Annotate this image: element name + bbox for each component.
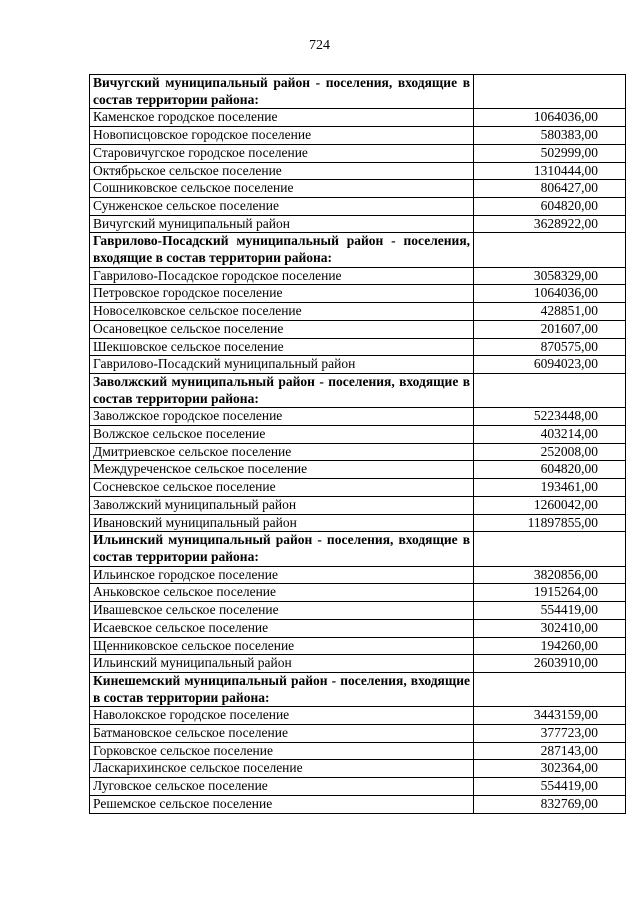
district-name-cell: Заволжский муниципальный район - поселения, входящие в состав территории района:	[90, 373, 474, 407]
table-row	[90, 514, 626, 532]
table-row	[90, 742, 626, 760]
amount-cell	[474, 75, 626, 109]
amount-cell: 6094023,00	[474, 356, 626, 374]
amount-cell: 252008,00	[474, 443, 626, 461]
settlement-name-cell: Гаврилово-Посадский муниципальный район	[90, 356, 474, 374]
amount-cell: 193461,00	[474, 479, 626, 497]
settlement-name-cell: Исаевское сельское поселение	[90, 619, 474, 637]
district-name-cell: Вичугский муниципальный район - поселения, входящие в состав территории района:	[90, 75, 474, 109]
amount-cell: 1915264,00	[474, 584, 626, 602]
amount-cell: 287143,00	[474, 742, 626, 760]
amount-cell: 3058329,00	[474, 267, 626, 285]
table-row	[90, 180, 626, 198]
table-row	[90, 655, 626, 673]
settlement-name-cell: Ивашевское сельское поселение	[90, 602, 474, 620]
budget-table	[89, 74, 626, 814]
settlement-name-cell: Заволжское городское поселение	[90, 408, 474, 426]
amount-cell: 2603910,00	[474, 655, 626, 673]
district-header-row	[90, 233, 626, 267]
amount-cell: 428851,00	[474, 303, 626, 321]
settlement-name-cell: Батмановское сельское поселение	[90, 725, 474, 743]
settlement-name-cell: Шекшовское сельское поселение	[90, 338, 474, 356]
amount-cell: 302410,00	[474, 619, 626, 637]
settlement-name-cell: Заволжский муниципальный район	[90, 496, 474, 514]
table-row	[90, 356, 626, 374]
settlement-name-cell: Вичугский муниципальный район	[90, 215, 474, 233]
district-header-row	[90, 672, 626, 706]
amount-cell	[474, 672, 626, 706]
table-row	[90, 109, 626, 127]
settlement-name-cell: Ласкарихинское сельское поселение	[90, 760, 474, 778]
amount-cell: 1064036,00	[474, 285, 626, 303]
settlement-name-cell: Ивановский муниципальный район	[90, 514, 474, 532]
table-row	[90, 320, 626, 338]
table-row	[90, 461, 626, 479]
settlement-name-cell: Ильинский муниципальный район	[90, 655, 474, 673]
table-row	[90, 426, 626, 444]
amount-cell: 554419,00	[474, 602, 626, 620]
settlement-name-cell: Волжское сельское поселение	[90, 426, 474, 444]
settlement-name-cell: Ильинское городское поселение	[90, 566, 474, 584]
amount-cell	[474, 373, 626, 407]
table-row	[90, 795, 626, 813]
amount-cell	[474, 233, 626, 267]
amount-cell: 5223448,00	[474, 408, 626, 426]
amount-cell: 1064036,00	[474, 109, 626, 127]
table-row	[90, 215, 626, 233]
settlement-name-cell: Гаврилово-Посадское городское поселение	[90, 267, 474, 285]
settlement-name-cell: Сунженское сельское поселение	[90, 197, 474, 215]
table-row	[90, 197, 626, 215]
table-row	[90, 637, 626, 655]
settlement-name-cell: Сосневское сельское поселение	[90, 479, 474, 497]
settlement-name-cell: Октябрьское сельское поселение	[90, 162, 474, 180]
table-row	[90, 303, 626, 321]
amount-cell: 1260042,00	[474, 496, 626, 514]
table-row	[90, 267, 626, 285]
amount-cell: 806427,00	[474, 180, 626, 198]
settlement-name-cell: Междуреченское сельское поселение	[90, 461, 474, 479]
amount-cell: 554419,00	[474, 778, 626, 796]
settlement-name-cell: Решемское сельское поселение	[90, 795, 474, 813]
settlement-name-cell: Аньковское сельское поселение	[90, 584, 474, 602]
settlement-name-cell: Наволокское городское поселение	[90, 707, 474, 725]
amount-cell: 3443159,00	[474, 707, 626, 725]
table-row	[90, 725, 626, 743]
amount-cell: 403214,00	[474, 426, 626, 444]
settlement-name-cell: Горковское сельское поселение	[90, 742, 474, 760]
district-name-cell: Гаврилово-Посадский муниципальный район - поселения, входящие в состав территории района:	[90, 233, 474, 267]
amount-cell: 194260,00	[474, 637, 626, 655]
table-row	[90, 285, 626, 303]
amount-cell: 201607,00	[474, 320, 626, 338]
table-row	[90, 707, 626, 725]
amount-cell: 11897855,00	[474, 514, 626, 532]
amount-cell: 3820856,00	[474, 566, 626, 584]
amount-cell: 3628922,00	[474, 215, 626, 233]
table-row	[90, 602, 626, 620]
table-row	[90, 408, 626, 426]
table-row	[90, 443, 626, 461]
settlement-name-cell: Новописцовское городское поселение	[90, 127, 474, 145]
amount-cell: 870575,00	[474, 338, 626, 356]
amount-cell	[474, 532, 626, 566]
amount-cell: 502999,00	[474, 144, 626, 162]
table-body	[90, 75, 626, 814]
table-row	[90, 338, 626, 356]
amount-cell: 832769,00	[474, 795, 626, 813]
settlement-name-cell: Дмитриевское сельское поселение	[90, 443, 474, 461]
table-row	[90, 619, 626, 637]
amount-cell: 302364,00	[474, 760, 626, 778]
district-name-cell: Кинешемский муниципальный район - поселения, входящие в состав территории района:	[90, 672, 474, 706]
settlement-name-cell: Луговское сельское поселение	[90, 778, 474, 796]
table-row	[90, 760, 626, 778]
table-row	[90, 496, 626, 514]
district-header-row	[90, 75, 626, 109]
amount-cell: 1310444,00	[474, 162, 626, 180]
district-header-row	[90, 373, 626, 407]
settlement-name-cell: Каменское городское поселение	[90, 109, 474, 127]
settlement-name-cell: Сошниковское сельское поселение	[90, 180, 474, 198]
settlement-name-cell: Новоселковское сельское поселение	[90, 303, 474, 321]
district-name-cell: Ильинский муниципальный район - поселения, входящие в состав территории района:	[90, 532, 474, 566]
settlement-name-cell: Старовичугское городское поселение	[90, 144, 474, 162]
table-row	[90, 479, 626, 497]
district-header-row	[90, 532, 626, 566]
table-row	[90, 566, 626, 584]
table-row	[90, 584, 626, 602]
table-row	[90, 144, 626, 162]
settlement-name-cell: Щенниковское сельское поселение	[90, 637, 474, 655]
settlement-name-cell: Петровское городское поселение	[90, 285, 474, 303]
page-number: 724	[309, 38, 330, 53]
amount-cell: 377723,00	[474, 725, 626, 743]
amount-cell: 580383,00	[474, 127, 626, 145]
settlement-name-cell: Осановецкое сельское поселение	[90, 320, 474, 338]
amount-cell: 604820,00	[474, 461, 626, 479]
table-row	[90, 127, 626, 145]
amount-cell: 604820,00	[474, 197, 626, 215]
table-row	[90, 162, 626, 180]
table-row	[90, 778, 626, 796]
